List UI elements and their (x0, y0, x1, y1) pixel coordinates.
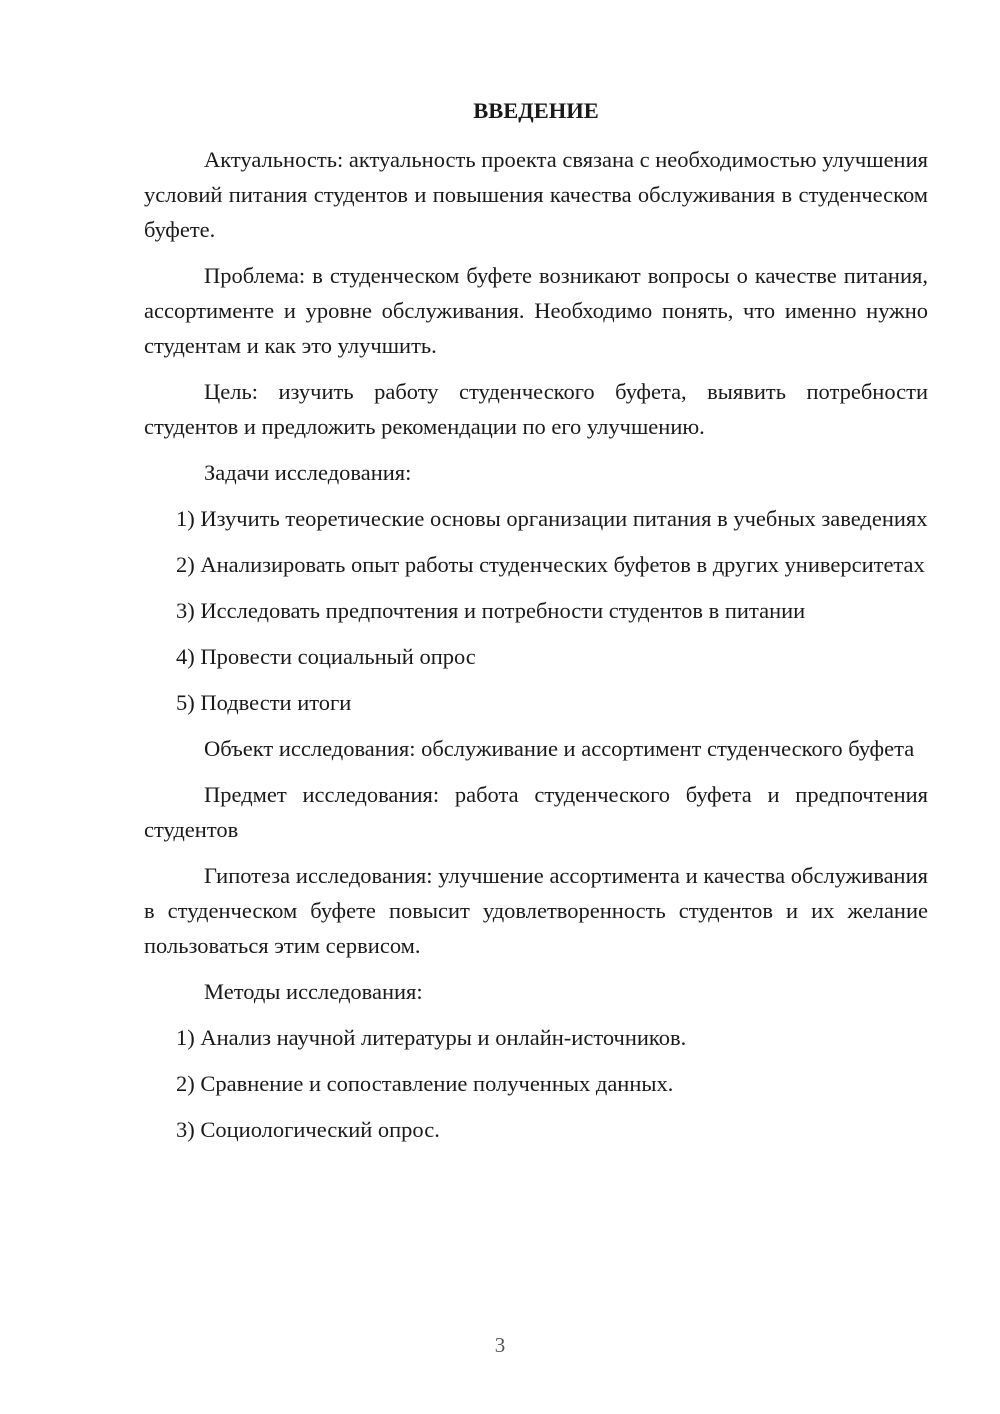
problem-paragraph: Проблема: в студенческом буфете возникают вопросы о качестве питания, ассортименте и уровне обслуживания. Необходимо понять, что именно нужно студентам и как это улучшить. (144, 263, 928, 358)
section-title: ВВЕДЕНИЕ (473, 98, 599, 123)
relevance-paragraph: Актуальность: актуальность проекта связана с необходимостью улучшения условий питания студентов и повышения качества обслуживания в студенческом буфете. (144, 147, 928, 242)
task-item: 1) Изучить теоретические основы организации питания в учебных заведениях (176, 506, 928, 531)
object-paragraph: Объект исследования: обслуживание и ассортимент студенческого буфета (204, 736, 915, 761)
method-item: 3) Социологический опрос. (176, 1117, 440, 1142)
method-item: 2) Сравнение и сопоставление полученных данных. (176, 1071, 674, 1096)
task-item: 5) Подвести итоги (176, 690, 352, 715)
page-number: 3 (494, 1333, 506, 1357)
subject-paragraph: Предмет исследования: работа студенческого буфета и предпочтения студентов (144, 782, 928, 842)
hypothesis-paragraph: Гипотеза исследования: улучшение ассортимента и качества обслуживания в студенческом буфете повысит удовлетворенность студентов и их желание пользоваться этим сервисом. (144, 863, 928, 958)
task-item: 4) Провести социальный опрос (176, 644, 476, 669)
task-item: 2) Анализировать опыт работы студенческих буфетов в других университетах (176, 552, 925, 577)
methods-heading: Методы исследования: (204, 979, 423, 1004)
tasks-heading: Задачи исследования: (204, 460, 412, 485)
task-item: 3) Исследовать предпочтения и потребности студентов в питании (176, 598, 806, 623)
document-page (144, 90, 928, 1158)
goal-paragraph: Цель: изучить работу студенческого буфета, выявить потребности студентов и предложить рекомендации по его улучшению. (144, 379, 928, 439)
method-item: 1) Анализ научной литературы и онлайн-источников. (176, 1025, 687, 1050)
